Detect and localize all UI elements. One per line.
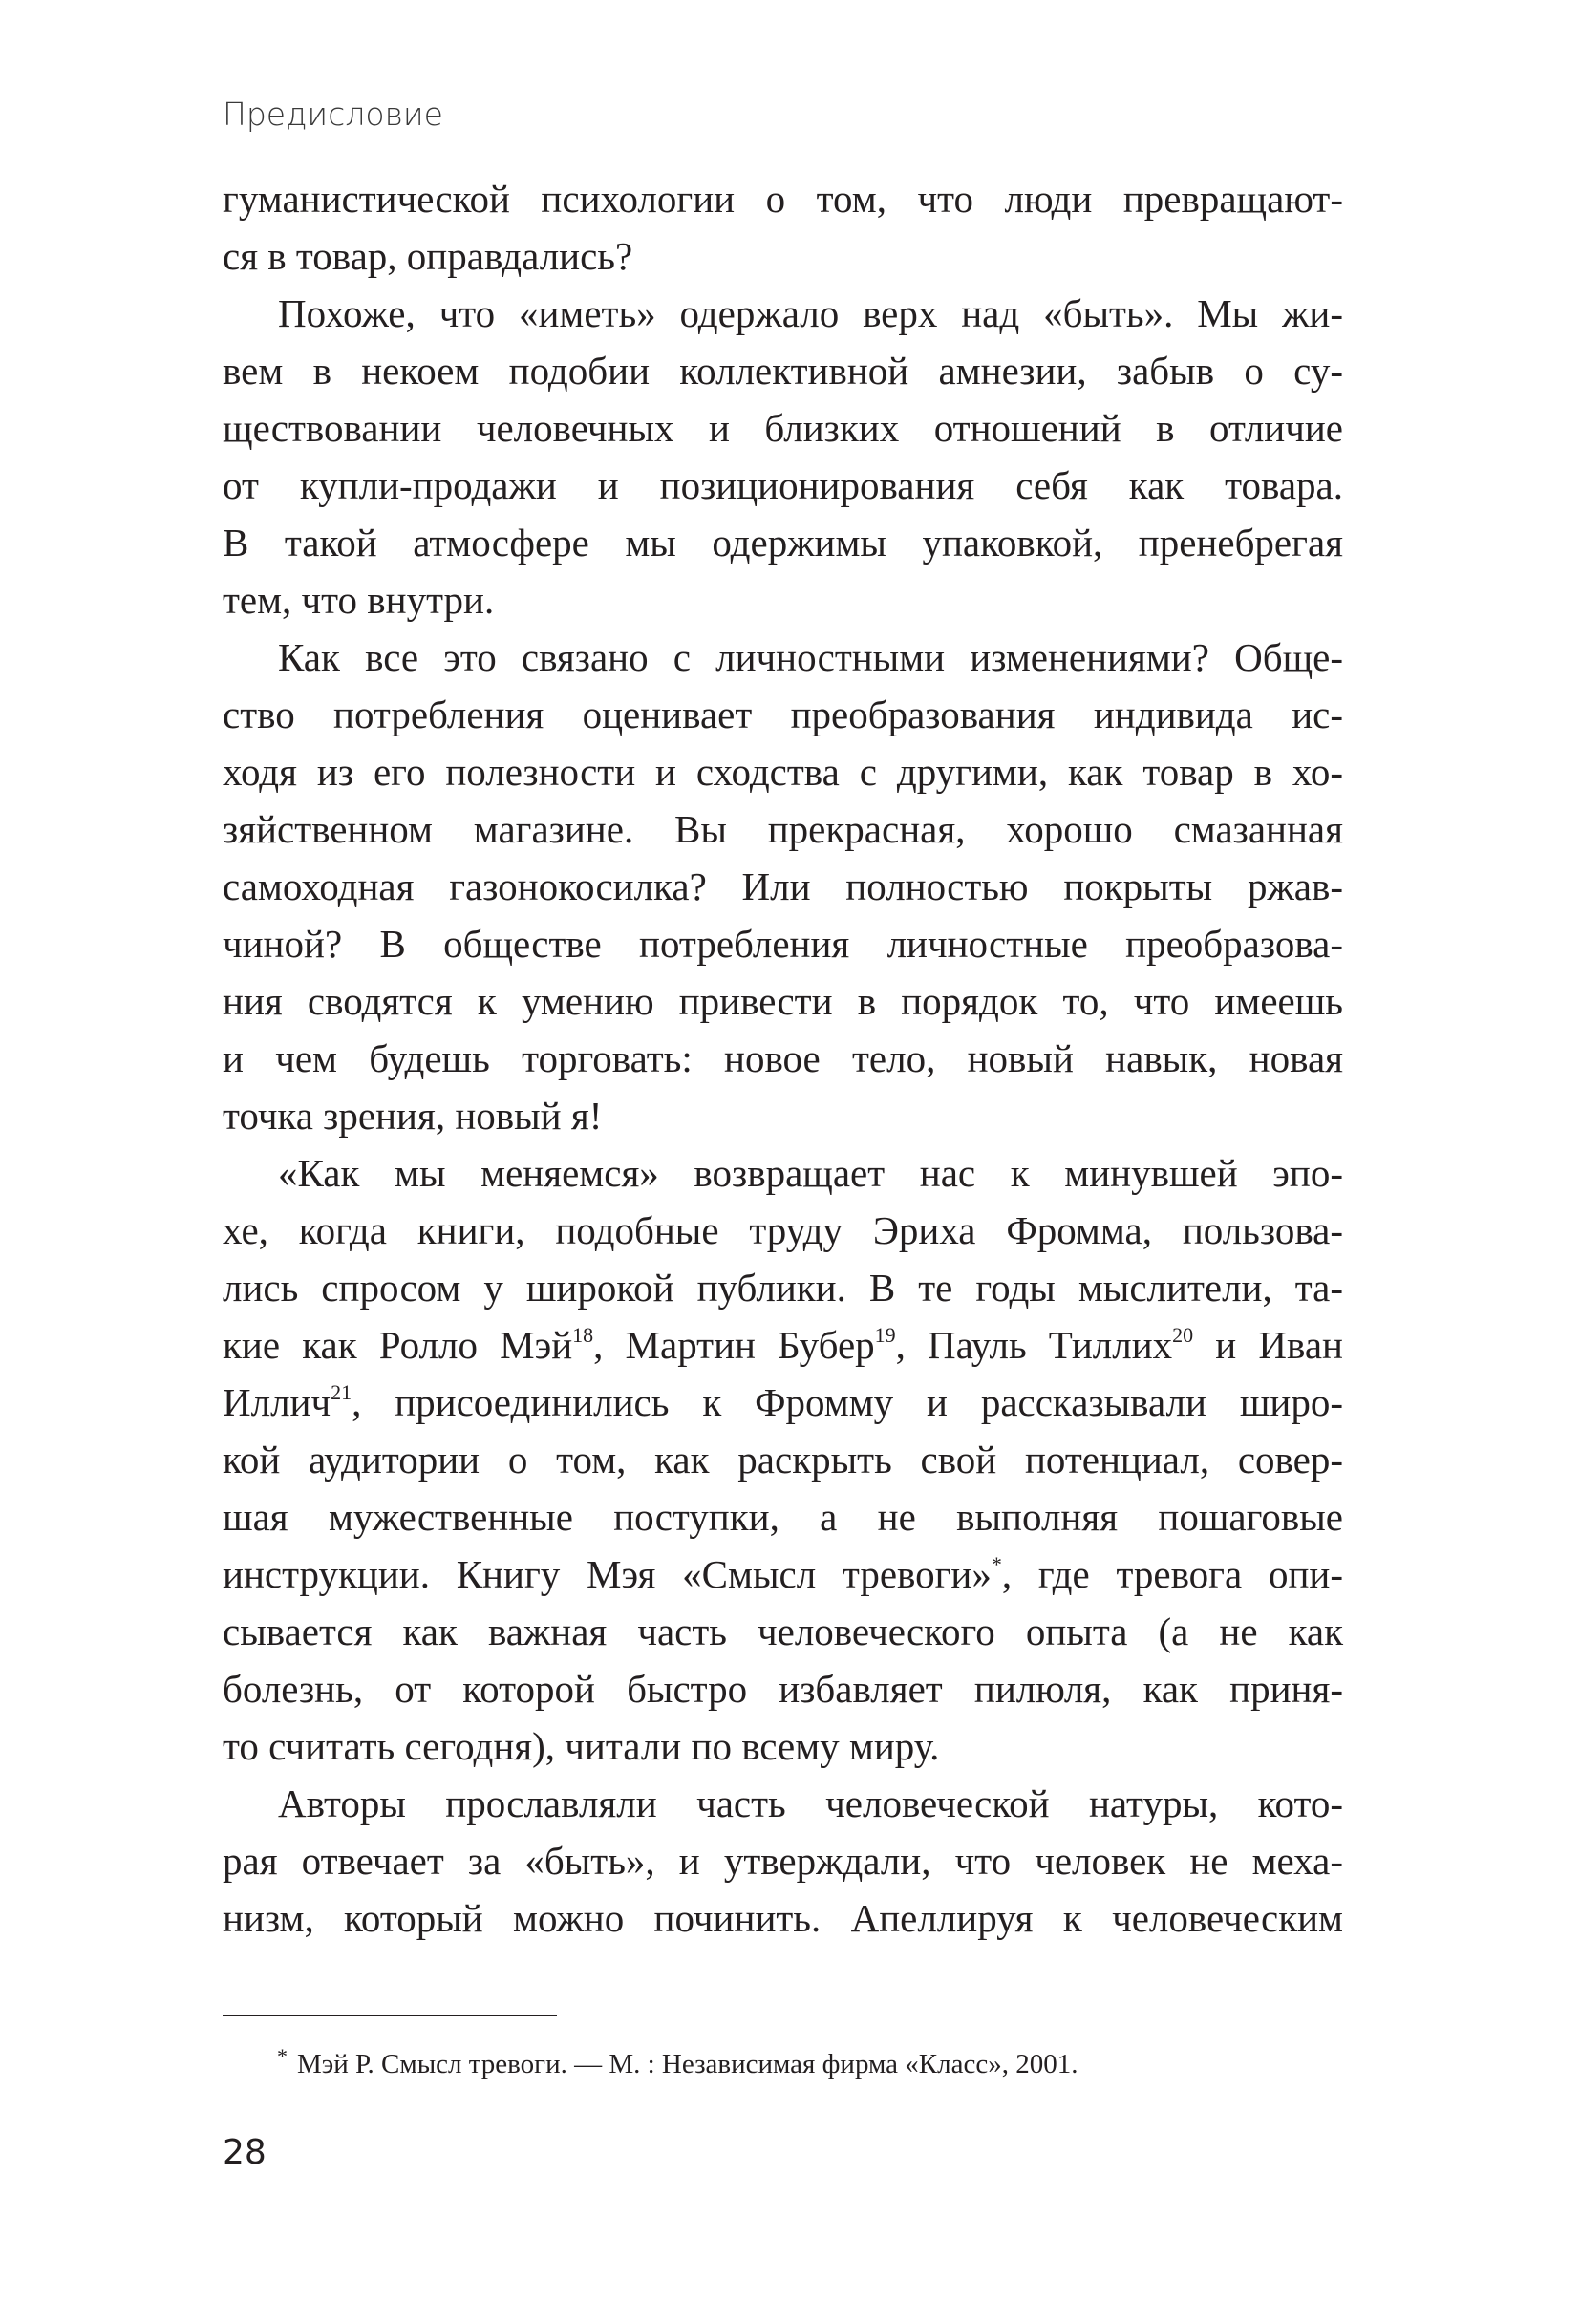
text-line (223, 1775, 1343, 1832)
text-line (223, 1546, 1343, 1603)
footnote-reference: 21 (331, 1380, 352, 1404)
text-line (223, 1316, 1343, 1374)
text-segment: то считать сегодня), читали по всему миру. (223, 1724, 940, 1768)
text-segment: шая мужественные поступки, а не выполняя пошаговые (223, 1495, 1343, 1539)
text-segment: лись спросом у широкой публики. В те годы мыслители, та- (223, 1266, 1343, 1310)
text-segment: точка зрения, новый я! (223, 1094, 603, 1138)
text-segment: , присоединились к Фромму и рассказывали широ- (352, 1380, 1343, 1424)
text-segment: гуманистической психологии о том, что люди превращают- (223, 177, 1343, 221)
text-segment: хе, когда книги, подобные труду Эриха Фромма, пользова- (223, 1208, 1343, 1252)
text-line (223, 800, 1343, 858)
text-segment: и Иван (1193, 1323, 1343, 1367)
text-segment: Похоже, что «иметь» одержало верх над «быть». Мы жи- (278, 291, 1343, 335)
text-line (223, 1087, 1343, 1144)
text-segment: «Как мы меняемся» возвращает нас к минувшей эпо- (278, 1151, 1343, 1195)
text-line (223, 743, 1343, 800)
text-line (223, 858, 1343, 915)
text-line (223, 1374, 1343, 1431)
text-line (223, 1488, 1343, 1546)
text-line (223, 1030, 1343, 1087)
text-segment: чиной? В обществе потребления личностные преобразова- (223, 922, 1343, 966)
text-line (223, 915, 1343, 972)
text-line (223, 227, 1343, 285)
text-segment: кие как Ролло Мэй (223, 1323, 573, 1367)
text-segment: тем, что внутри. (223, 578, 495, 622)
text-segment: низм, который можно починить. Апеллируя к человеческим (223, 1896, 1343, 1940)
text-line (223, 1717, 1343, 1775)
text-line (223, 1144, 1343, 1202)
text-segment: самоходная газонокосилка? Или полностью покрыты ржав- (223, 864, 1343, 908)
text-line (223, 1832, 1343, 1889)
footnote-text: Мэй Р. Смысл тревоги. — М. : Независимая фирма «Класс», 2001. (297, 2049, 1078, 2079)
text-line (223, 1202, 1343, 1259)
text-segment: Авторы прославляли часть человеческой натуры, кото- (278, 1781, 1343, 1825)
running-head: Предисловие (223, 96, 443, 133)
text-segment: , Пауль Тиллих (895, 1323, 1173, 1367)
text-segment: Как все это связано с личностными изменениями? Обще- (278, 635, 1343, 679)
text-segment: от купли-продажи и позиционирования себя как товара. (223, 463, 1343, 507)
footnote-mark: * (277, 2044, 288, 2068)
text-line (223, 170, 1343, 227)
text-line (223, 1660, 1343, 1717)
text-segment: ния сводятся к умению привести в порядок то, что имеешь (223, 979, 1343, 1023)
text-segment: , где тревога опи- (1001, 1552, 1343, 1596)
text-segment: вем в некоем подобии коллективной амнезии, забыв о су- (223, 349, 1343, 393)
text-segment: ся в товар, оправдались? (223, 234, 633, 278)
text-line (223, 285, 1343, 342)
text-line (223, 972, 1343, 1030)
footnote-reference: 19 (874, 1323, 896, 1347)
text-line (223, 629, 1343, 686)
footnote-reference: 18 (572, 1323, 594, 1347)
text-line (223, 1259, 1343, 1316)
text-segment: ходя из его полезности и сходства с другими, как товар в хо- (223, 750, 1343, 794)
text-segment: Иллич (223, 1380, 331, 1424)
body-text (223, 170, 1343, 1947)
text-segment: болезнь, от которой быстро избавляет пилюля, как приня- (223, 1667, 1343, 1711)
text-line (223, 571, 1343, 629)
footnote (277, 2044, 1078, 2080)
text-line (223, 686, 1343, 743)
text-segment: сывается как важная часть человеческого опыта (а не как (223, 1610, 1343, 1653)
footnote-divider (223, 2015, 557, 2016)
text-line (223, 399, 1343, 457)
text-line (223, 342, 1343, 399)
footnote-reference: * (991, 1552, 1002, 1576)
text-segment: , Мартин Бубер (593, 1323, 875, 1367)
text-segment: В такой атмосфере мы одержимы упаковкой, пренебрегая (223, 521, 1343, 565)
text-segment: зяйственном магазине. Вы прекрасная, хорошо смазанная (223, 807, 1343, 851)
text-line (223, 1889, 1343, 1947)
text-segment: ществовании человечных и близких отношений в отличие (223, 406, 1343, 450)
text-line (223, 457, 1343, 514)
text-line (223, 1603, 1343, 1660)
text-segment: рая отвечает за «быть», и утверждали, что человек не меха- (223, 1839, 1343, 1883)
text-line (223, 514, 1343, 571)
footnote-reference: 20 (1172, 1323, 1194, 1347)
text-segment: ство потребления оценивает преобразования индивида ис- (223, 693, 1343, 736)
text-line (223, 1431, 1343, 1488)
text-segment: и чем будешь торговать: новое тело, новый навык, новая (223, 1036, 1343, 1080)
text-segment: кой аудитории о том, как раскрыть свой потенциал, совер- (223, 1438, 1343, 1482)
text-segment: инструкции. Книгу Мэя «Смысл тревоги» (223, 1552, 992, 1596)
page-number: 28 (223, 2133, 267, 2172)
